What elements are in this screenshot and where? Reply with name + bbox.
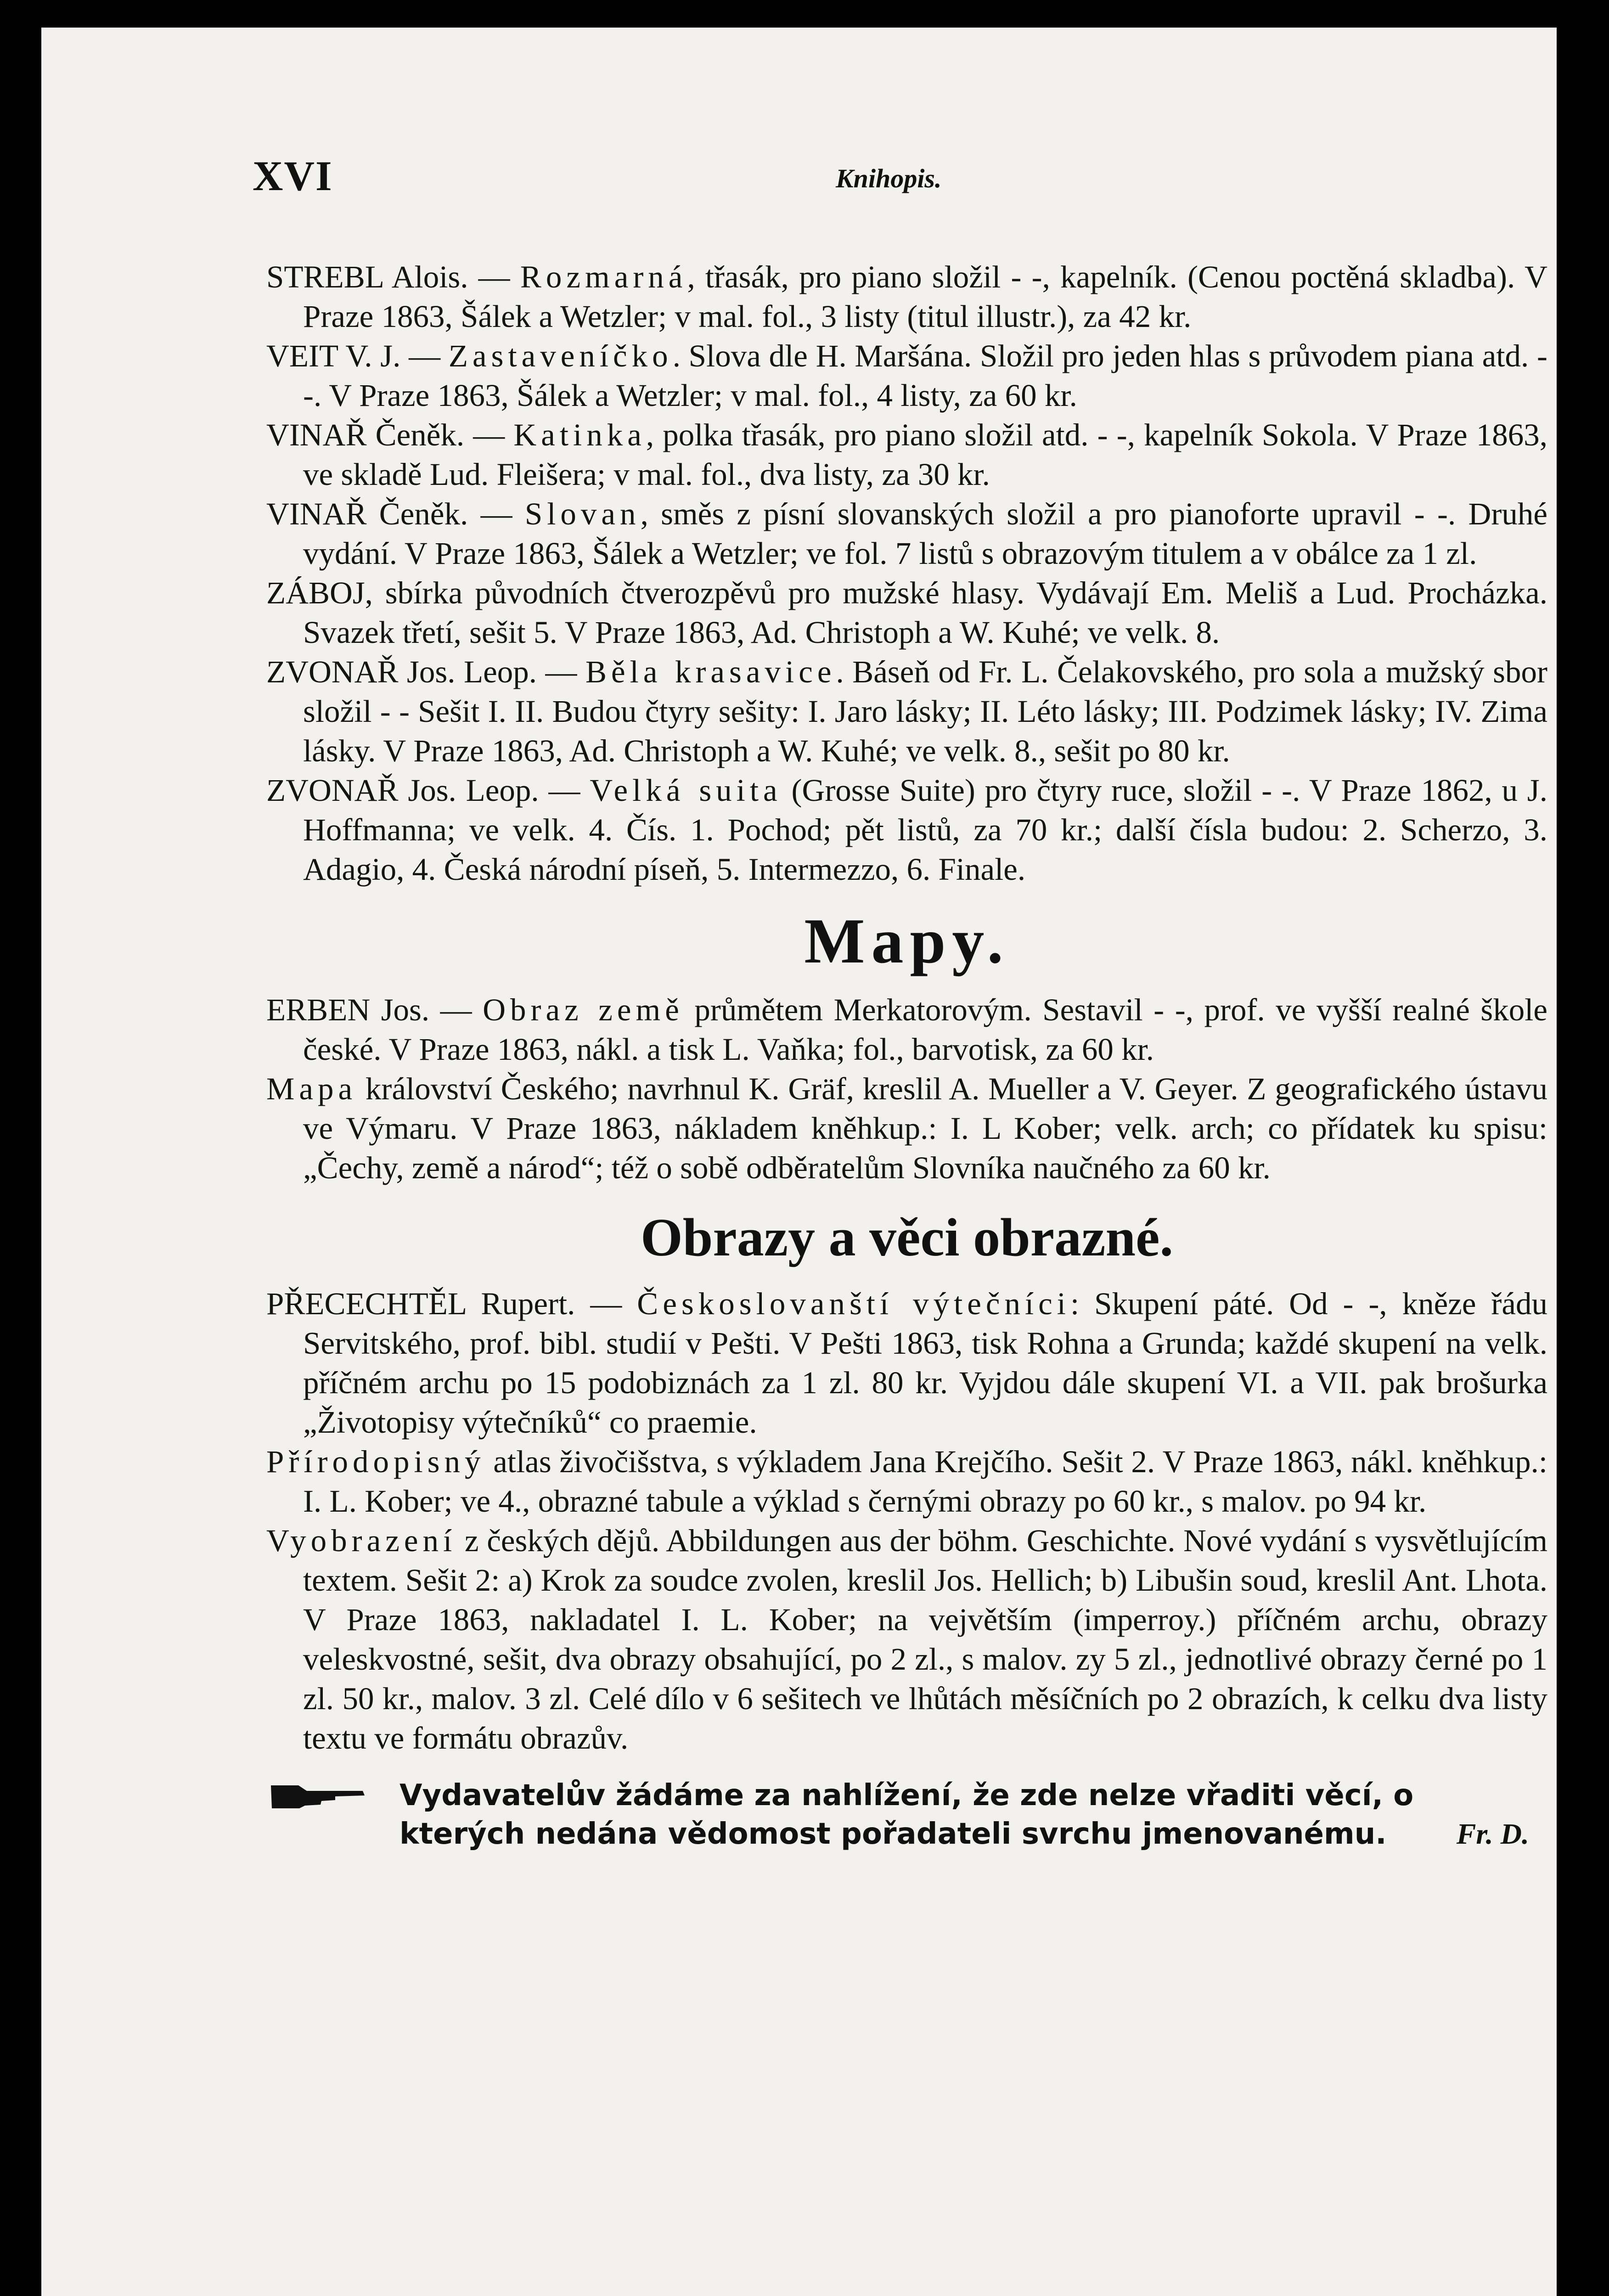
entry-erben [266, 990, 1547, 1069]
entry-text: : Skupení páté. Od - -, kněze řádu Servitského, prof. bibl. studií v Pešti. V Pešti 1863, tisk Rohna a Grunda; každé skupení na velk. příčném archu po 15 podobiznách za 1 zl. 80 kr. Vyjdou dále skupení VI. a VII. pak brošurka „Životopisy výtečníků“ co praemie. [303, 1286, 1548, 1440]
image-entries [266, 1284, 1547, 1758]
entry-author: PŘECECHTĚL Rupert. — [266, 1286, 637, 1321]
entry-text: . Slova dle H. Maršána. Složil pro jeden hlas s průvodem piana atd. - -. V Praze 1863, Šálek a Wetzler; v mal. fol., 4 listy, za 60 kr. [303, 338, 1547, 413]
entry-author: ERBEN Jos. — [266, 992, 483, 1027]
entry-title: Vyobrazení [266, 1523, 457, 1558]
entry-title: Obraz země [483, 992, 684, 1027]
entry-text: atlas živočišstva, s výkladem Jana Krejčího. Sešit 2. V Praze 1863, nákl. kněhkup.: I. L. Kober; ve 4., obrazné tabule a výklad s černými obrazy po 60 kr., s malov. po 94 kr. [303, 1444, 1547, 1519]
entry-text: , směs z písní slovanských složil a pro pianoforte upravil - -. Druhé vydání. V Praze 1863, Šálek a Wetzler; ve fol. 7 listů s obrazovým titulem a v obálce za 1 zl. [303, 496, 1547, 571]
map-entries [266, 990, 1547, 1187]
book-page [41, 28, 1557, 2296]
entry-author: VEIT V. J. — [266, 338, 449, 373]
entry-prececthel [266, 1284, 1547, 1442]
entry-title: Zastaveníčko [448, 338, 673, 373]
entry-title: Českoslovanští výtečníci [637, 1286, 1070, 1321]
entry-veit [266, 336, 1547, 415]
entry-zvonar-suita [266, 771, 1547, 889]
entry-text: průmětem Merkatorovým. Sestavil - -, prof. ve vyšší realné škole české. V Praze 1863, nákl. a tisk L. Vaňka; fol., barvotisk, za 60 kr. [303, 992, 1548, 1067]
entry-text: ZÁBOJ, sbírka původních čtverozpěvů pro mužské hlasy. Vydávají Em. Meliš a Lud. Procházka. Svazek třetí, sešit 5. V Praze 1863, Ad. Christoph a W. Kuhé; ve velk. 8. [266, 575, 1547, 650]
entry-author: ZVONAŘ Jos. Leop. — [266, 773, 590, 808]
entry-text: . Báseň od Fr. L. Čelakovského, pro sola a mužský sbor složil - - Sešit I. II. Budou čtyry sešity: I. Jaro lásky; II. Léto lásky; III. Podzimek lásky; IV. Zima lásky. V Praze 1863, Ad. Christoph a W. Kuhé; ve velk. 8., sešit po 80 kr. [303, 654, 1547, 768]
page-content [266, 257, 1547, 1853]
entry-text: , třasák, pro piano složil - -, kapelník. (Cenou poctěná skladba). V Praze 1863, Šálek a Wetzler; v mal. fol., 3 listy (titul illustr.), za 42 kr. [303, 259, 1547, 334]
section-title-maps: Mapy. [804, 906, 1010, 977]
entry-title: Velká suita [590, 773, 782, 808]
entry-title: Katinka [513, 417, 646, 452]
entry-author: ZVONAŘ Jos. Leop. — [266, 654, 585, 689]
pointing-hand-icon [266, 1782, 367, 1809]
entry-text: (Grosse Suite) pro čtyry ruce, složil - -. V Praze 1862, u J. Hoffmanna; ve velk. 4. Čís. 1. Pochod; pět listů, za 70 kr.; další čísla budou: 2. Scherzo, 3. Adagio, 4. Česká národní píseň, 5. Intermezzo, 6. Finale. [303, 773, 1547, 887]
entry-mapa [266, 1069, 1547, 1187]
notice-text: Vydavatelův žádáme za nahlížení, že zde nelze vřaditi věcí, o kterých nedána vědomost pořadateli svrchu jmenovanému. [399, 1778, 1414, 1851]
entry-title: Mapa [266, 1071, 357, 1106]
entry-author: STREBL Alois. — [266, 259, 520, 294]
entry-zvonar-bela [266, 652, 1547, 771]
music-entries [266, 257, 1547, 889]
entry-vyobrazeni [266, 1521, 1547, 1758]
publisher-notice [266, 1776, 1547, 1853]
entry-text: , polka třasák, pro piano složil atd. - -, kapelník Sokola. V Praze 1863, ve skladě Lud. Fleišera; v mal. fol., dva listy, za 30 kr. [303, 417, 1547, 492]
entry-vinar-katinka [266, 415, 1547, 494]
notice-signature: Fr. D. [1456, 1818, 1529, 1850]
entry-text: království Českého; navrhnul K. Gräf, kreslil A. Mueller a V. Geyer. Z geografického ústavu ve Výmaru. V Praze 1863, nákladem kněhkup.: I. L Kober; velk. arch; co přídatek ku spisu: „Čechy, země a národ“; též o sobě odběratelům Slovníka naučného za 60 kr. [303, 1071, 1547, 1185]
page-number: XVI [253, 152, 333, 199]
section-title-images: Obrazy a věci obrazné. [640, 1207, 1174, 1267]
entry-strebl [266, 257, 1547, 336]
entry-author: VINAŘ Čeněk. — [266, 417, 514, 452]
entry-title: Rozmarná [520, 259, 687, 294]
entry-author: VINAŘ Čeněk. — [266, 496, 525, 531]
entry-title: Běla krasavice [585, 654, 836, 689]
entry-text: z českých dějů. Abbildungen aus der böhm. Geschichte. Nové vydání s vysvětlujícím textem. Sešit 2: a) Krok za soudce zvolen, kreslil Jos. Hellich; b) Libušin soud, kreslil Ant. Lhota. V Praze 1863, nakladatel I. L. Kober; na vejvětším (imperroy.) příčném archu, obrazy veleskvostné, sešit, dva obrazy obsahující, po 2 zl., s malov. zy 5 zl., jednotlivé obrazy černé po 1 zl. 50 kr., malov. 3 zl. Celé dílo v 6 sešitech ve lhůtách měsíčních po 2 obrazích, k celku dva listy textu ve formátu obrazův. [303, 1523, 1547, 1756]
entry-prirodopisny [266, 1442, 1547, 1521]
entry-title: Slovan [524, 496, 641, 531]
entry-vinar-slovan [266, 494, 1547, 573]
entry-title: Přírodopisný [266, 1444, 485, 1479]
entry-zaboj [266, 573, 1547, 652]
running-title: Knihopis. [836, 163, 942, 193]
